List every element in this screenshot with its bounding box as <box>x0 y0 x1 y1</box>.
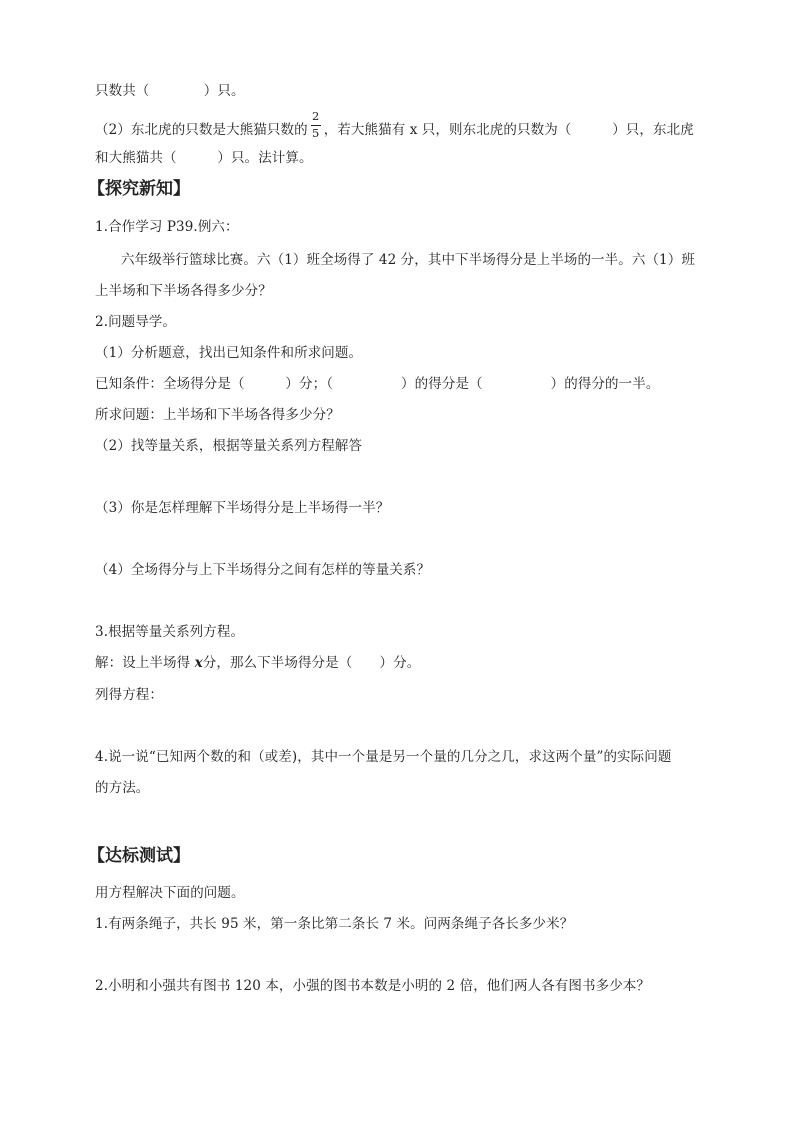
fraction-numerator: 2 <box>311 108 320 123</box>
text-segment: 解：设上半场得 <box>95 655 195 671</box>
text-segment: ，若大熊猫有 x 只，则东北虎的只数为（ ）只，东北虎 <box>323 122 694 138</box>
fraction-denominator: 5 <box>311 125 320 140</box>
text-line: 1.合作学习 P39.例六： <box>95 219 239 235</box>
fraction <box>310 108 322 140</box>
variable-x: x <box>194 655 203 671</box>
section-heading-explore: 【探究新知】 <box>88 179 190 199</box>
section-heading-test: 【达标测试】 <box>88 846 190 866</box>
text-line: （3）你是怎样理解下半场得分是上半场得一半？ <box>95 500 390 516</box>
text-segment: （2）东北虎的只数是大熊猫只数的 <box>95 122 308 138</box>
question-2-line <box>95 108 694 140</box>
text-line: 3.根据等量关系列方程。 <box>95 624 245 640</box>
example-text: 上半场和下半场各得多少分？ <box>95 283 272 299</box>
known-conditions-line: 已知条件：全场得分是（ ）分；（ ）的得分是（ ）的得分的一半。 <box>95 376 660 392</box>
text-line: 和大熊猫共（ ）只。法计算。 <box>95 150 313 166</box>
text-line: 4.说一说“已知两个数的和（或差)，其中一个量是另一个量的几分之几，求这两个量”的实际问题 <box>95 749 672 765</box>
text-line: （4）全场得分与上下半场得分之间有怎样的等量关系？ <box>95 562 431 578</box>
text-line: （2）找等量关系，根据等量关系列方程解答 <box>95 438 363 454</box>
question-line: 所求问题：上半场和下半场各得多少分？ <box>95 407 340 423</box>
text-segment: 分，那么下半场得分是（ ）分。 <box>202 655 421 671</box>
equation-label: 列得方程： <box>95 687 163 703</box>
problem-2: 2.小明和小强共有图书 120 本，小强的图书本数是小明的 2 倍，他们两人各有图书多少本？ <box>95 978 651 994</box>
problem-1: 1.有两条绳子，共长 95 米，第一条比第二条长 7 米。问两条绳子各长多少米？ <box>95 916 574 932</box>
text-line: 的方法。 <box>95 780 150 796</box>
text-line: 用方程解决下面的问题。 <box>95 885 245 901</box>
solution-line <box>95 654 420 672</box>
text-line: 只数共（ ）只。 <box>95 83 245 99</box>
text-line: （1）分析题意，找出已知条件和所求问题。 <box>95 345 363 361</box>
text-line: 2.问题导学。 <box>95 314 177 330</box>
example-text: 六年级举行篮球比赛。六（1）班全场得了 42 分，其中下半场得分是上半场的一半。六（1）班 <box>121 252 695 268</box>
